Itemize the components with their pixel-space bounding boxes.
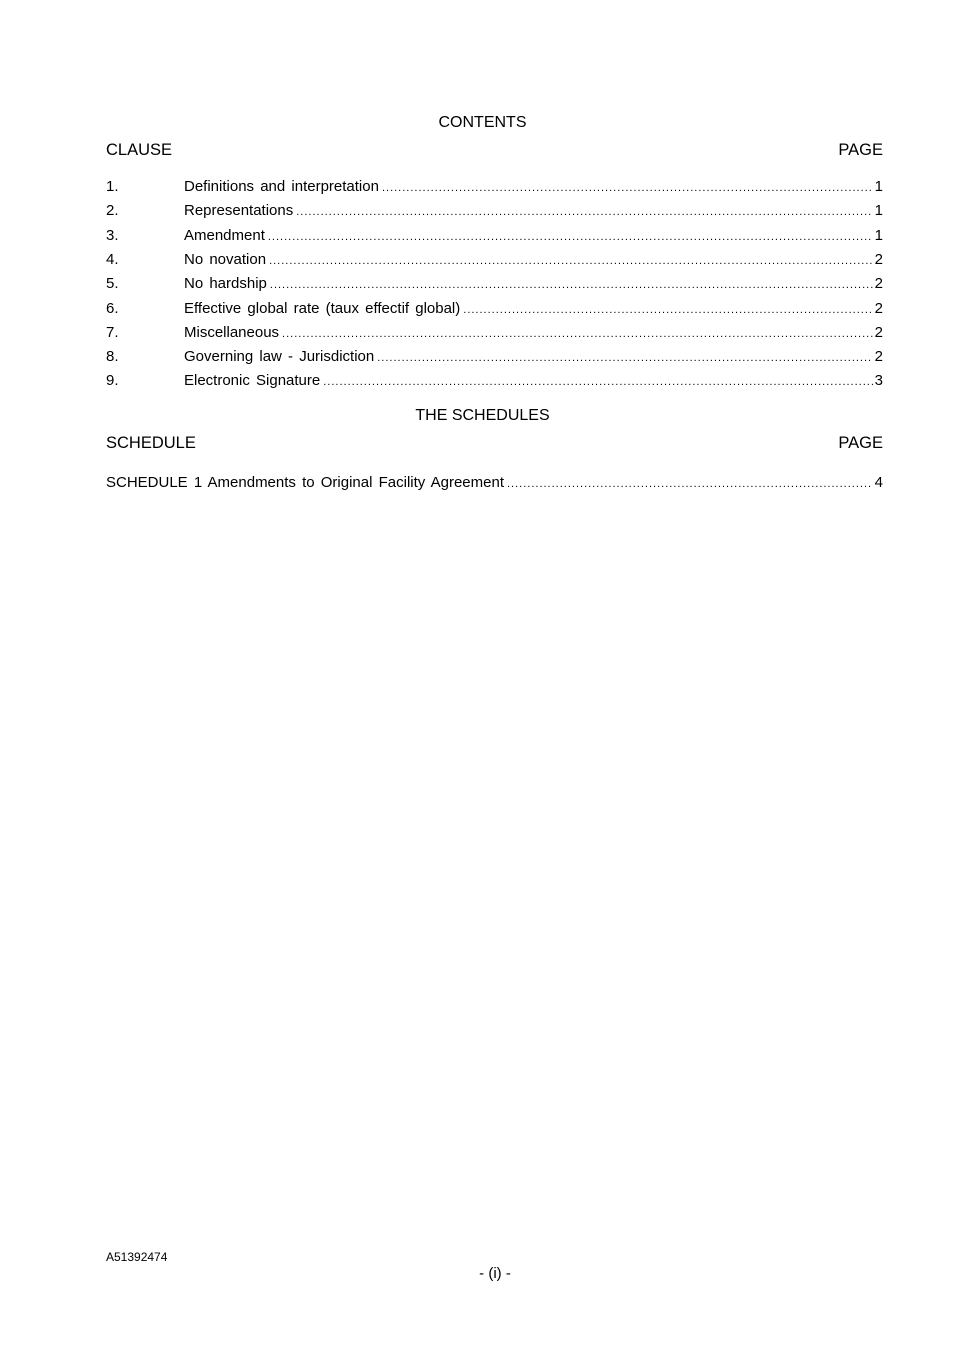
clause-page-number: 2	[874, 250, 883, 268]
toc-entry[interactable]	[106, 473, 883, 493]
toc-entry[interactable]	[106, 177, 883, 197]
clause-number: 7.	[106, 323, 119, 341]
clause-page-number: 2	[874, 323, 883, 341]
clause-page-number: 2	[874, 299, 883, 317]
clause-title: Definitions and interpretation	[184, 178, 379, 195]
clause-number: 9.	[106, 372, 119, 390]
clause-column-header: CLAUSE	[106, 141, 173, 159]
clause-title: Effective global rate (taux effectif global)	[184, 299, 461, 317]
toc-entry[interactable]	[106, 299, 883, 319]
clause-title: No hardship	[184, 275, 267, 293]
dot-leader	[377, 348, 872, 368]
dot-leader	[507, 474, 873, 494]
clause-page-number: 1	[874, 178, 883, 195]
clause-page-number: 1	[874, 202, 883, 220]
toc-entry[interactable]	[106, 201, 883, 221]
clause-title: Representations	[184, 202, 294, 220]
clause-number: 5.	[106, 275, 119, 293]
clause-number: 6.	[106, 299, 119, 317]
toc-entry[interactable]	[106, 371, 883, 391]
clause-number: 1.	[106, 178, 119, 195]
dot-leader	[323, 372, 872, 392]
clause-number: 4.	[106, 250, 119, 268]
page-column-header: PAGE	[838, 141, 883, 159]
toc-entry[interactable]	[106, 347, 883, 367]
dot-leader	[463, 300, 872, 320]
dot-leader	[382, 178, 873, 198]
dot-leader	[268, 227, 873, 247]
schedule-page-number: 4	[874, 474, 883, 491]
page-number: - (i) -	[479, 1265, 511, 1282]
dot-leader	[270, 275, 873, 295]
clause-title: Electronic Signature	[184, 372, 321, 390]
clause-title: Governing law - Jurisdiction	[184, 348, 375, 366]
schedule-column-header: SCHEDULE	[106, 434, 196, 452]
document-reference: A51392474	[106, 1250, 168, 1264]
clause-page-number: 2	[874, 348, 883, 366]
clause-title: No novation	[184, 250, 267, 268]
contents-title: CONTENTS	[438, 114, 527, 131]
toc-entry[interactable]	[106, 274, 883, 294]
clause-number: 3.	[106, 226, 119, 244]
toc-entry[interactable]	[106, 323, 883, 343]
toc-entry[interactable]	[106, 250, 883, 270]
clause-title: Miscellaneous	[184, 323, 280, 341]
dot-leader	[296, 202, 872, 222]
schedules-title: THE SCHEDULES	[415, 407, 550, 424]
dot-leader	[282, 324, 873, 344]
schedule-page-column-header: PAGE	[838, 434, 883, 452]
clause-number: 2.	[106, 202, 119, 220]
clause-page-number: 3	[874, 372, 883, 390]
dot-leader	[269, 251, 873, 271]
schedule-title: SCHEDULE 1 Amendments to Original Facility Agreement	[106, 474, 504, 491]
clause-number: 8.	[106, 348, 119, 366]
clause-page-number: 2	[874, 275, 883, 293]
clause-title: Amendment	[184, 226, 265, 244]
toc-entry[interactable]	[106, 226, 883, 246]
clause-page-number: 1	[874, 226, 883, 244]
